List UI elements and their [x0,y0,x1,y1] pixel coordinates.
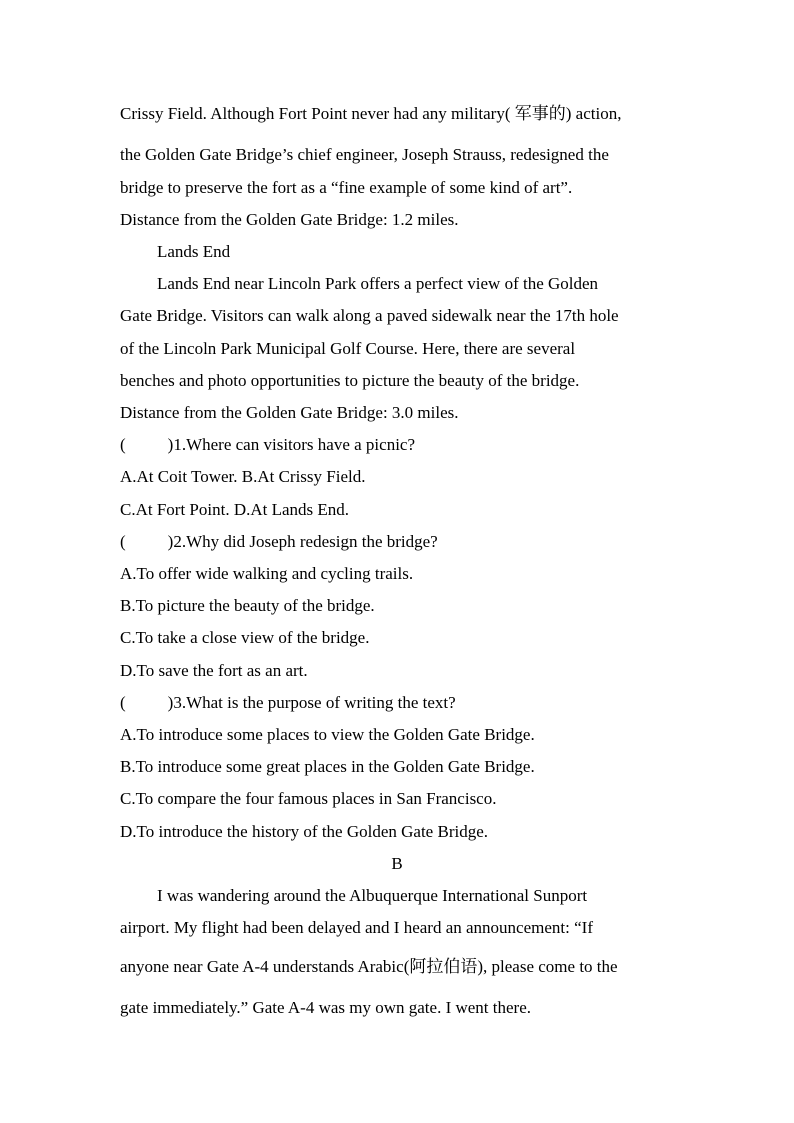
lands-end-line-1: Lands End near Lincoln Park offers a perfect view of the Golden [157,274,599,293]
question-text: 3.What is the purpose of writing the text? [173,693,456,712]
answer-bracket-open: ( [120,435,126,454]
lands-end-line-3: of the Lincoln Park Municipal Golf Course. Here, there are several [120,339,576,358]
question-3-stem [120,692,456,714]
passage-b-line-2: airport. My flight had been delayed and I heard an announcement: “If [120,918,593,937]
passage-a-line-3: bridge to preserve the fort as a “fine example of some kind of art”. [120,178,573,197]
passage-b-heading: B [391,854,403,873]
question-1-option-row-1: A.At Coit Tower. B.At Crissy Field. [120,467,366,486]
question-text: 2.Why did Joseph redesign the bridge? [173,532,438,551]
answer-bracket-close: ) [167,435,174,454]
passage-b-line-4: gate immediately.” Gate A-4 was my own gate. I went there. [120,998,532,1017]
answer-bracket-open: ( [120,532,126,551]
question-1-option-row-2: C.At Fort Point. D.At Lands End. [120,500,350,519]
passage-a-line-4: Distance from the Golden Gate Bridge: 1.2 miles. [120,210,459,229]
question-2-option-d: D.To save the fort as an art. [120,661,308,680]
question-2-option-b: B.To picture the beauty of the bridge. [120,596,375,615]
passage-b-line-3: anyone near Gate A-4 understands Arabic(阿拉伯语), please come to the [120,957,618,976]
question-1-stem [120,434,415,456]
question-2-option-c: C.To take a close view of the bridge. [120,628,370,647]
passage-a-line-1: Crissy Field. Although Fort Point never had any military( 军事的) action, [120,104,622,123]
lands-end-line-5: Distance from the Golden Gate Bridge: 3.0 miles. [120,403,459,422]
lands-end-line-2: Gate Bridge. Visitors can walk along a paved sidewalk near the 17th hole [120,306,619,325]
section-heading-lands-end: Lands End [157,242,231,261]
question-3-option-b: B.To introduce some great places in the Golden Gate Bridge. [120,757,535,776]
question-3-option-d: D.To introduce the history of the Golden Gate Bridge. [120,822,488,841]
question-3-option-c: C.To compare the four famous places in San Francisco. [120,789,497,808]
lands-end-line-4: benches and photo opportunities to picture the beauty of the bridge. [120,371,580,390]
question-3-option-a: A.To introduce some places to view the Golden Gate Bridge. [120,725,535,744]
passage-b-line-1: I was wandering around the Albuquerque International Sunport [157,886,588,905]
question-2-stem [120,531,438,553]
question-text: 1.Where can visitors have a picnic? [173,435,416,454]
answer-bracket-close: ) [167,693,174,712]
answer-bracket-close: ) [167,532,174,551]
passage-a-line-2: the Golden Gate Bridge’s chief engineer, Joseph Strauss, redesigned the [120,145,609,164]
question-2-option-a: A.To offer wide walking and cycling trails. [120,564,414,583]
answer-bracket-open: ( [120,693,126,712]
